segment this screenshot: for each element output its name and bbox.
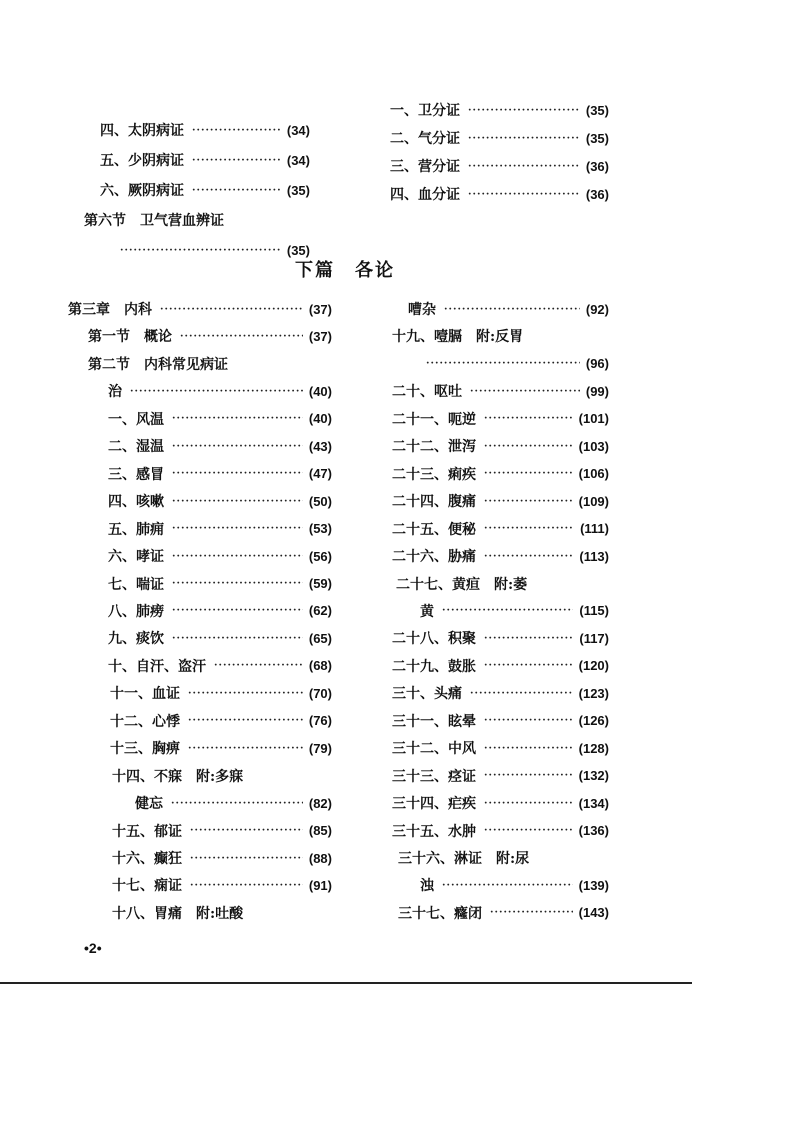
- toc-entry: [390, 127, 609, 149]
- toc-entry: [392, 682, 609, 704]
- entry-title: 十九、噎膈 附:反胃: [392, 329, 524, 346]
- dot-leader: [188, 688, 303, 699]
- entry-page: (96): [585, 356, 609, 372]
- entry-page: (88): [308, 850, 332, 866]
- toc-entry: [108, 573, 332, 595]
- toc-entry: [420, 874, 609, 896]
- dot-leader: [468, 105, 580, 116]
- entry-title: 五、少阴病证: [100, 153, 184, 169]
- toc-entry: [418, 353, 609, 375]
- entry-title: 二十二、泄泻: [392, 439, 476, 456]
- entry-title: 四、咳嗽: [108, 494, 164, 511]
- toc-entry: [392, 792, 609, 814]
- dot-leader: [484, 715, 573, 726]
- toc-entry: [392, 380, 609, 402]
- entry-title: 二、湿温: [108, 439, 164, 456]
- toc-entry: [112, 820, 332, 842]
- dot-leader: [172, 523, 303, 534]
- toc-entry: [398, 902, 609, 924]
- entry-title: 十八、胃痛 附:吐酸: [112, 905, 244, 922]
- entry-page: (143): [578, 905, 609, 921]
- toc-entry: [88, 353, 332, 375]
- entry-page: (106): [578, 466, 609, 482]
- entry-title: 三、营分证: [390, 159, 460, 175]
- entry-page: (36): [585, 186, 609, 202]
- toc-entry: [108, 518, 332, 540]
- toc-entry: [110, 737, 332, 759]
- entry-title: 二十六、胁痛: [392, 549, 476, 566]
- toc-entry: [88, 325, 332, 347]
- dot-leader: [188, 715, 303, 726]
- entry-page: (92): [585, 301, 609, 317]
- entry-title: 十七、痫证: [112, 878, 182, 895]
- dot-leader: [484, 770, 573, 781]
- entry-page: (101): [578, 411, 609, 427]
- toc-entry: [112, 902, 332, 924]
- entry-title: 九、痰饮: [108, 631, 164, 648]
- dot-leader: [484, 743, 573, 754]
- entry-title: 治: [108, 384, 122, 401]
- entry-page: (109): [578, 493, 609, 509]
- dot-leader: [172, 605, 303, 616]
- toc-entry: [108, 600, 332, 622]
- entry-title: 十五、郁证: [112, 823, 182, 840]
- dot-leader: [484, 798, 573, 809]
- entry-title: 第一节 概论: [88, 329, 172, 346]
- dot-leader: [442, 880, 573, 891]
- toc-entry: [108, 655, 332, 677]
- entry-title: 十三、胸痹: [110, 741, 180, 758]
- dot-leader: [214, 660, 303, 671]
- dot-leader: [172, 633, 303, 644]
- entry-page: (37): [308, 328, 332, 344]
- toc-entry: [108, 490, 332, 512]
- dot-leader: [172, 413, 303, 424]
- toc-entry: [390, 155, 609, 177]
- toc-entry: [392, 627, 609, 649]
- entry-page: (35): [286, 242, 310, 258]
- entry-title: 六、哮证: [108, 549, 164, 566]
- dot-leader: [188, 743, 303, 754]
- entry-title: 二十、呕吐: [392, 384, 462, 401]
- entry-page: (134): [578, 795, 609, 811]
- entry-title: 十一、血证: [110, 686, 180, 703]
- entry-page: (132): [578, 768, 609, 784]
- toc-entry: [392, 435, 609, 457]
- entry-title: 三十四、疟疾: [392, 796, 476, 813]
- dot-leader: [190, 853, 303, 864]
- toc-entry: [392, 765, 609, 787]
- entry-title: 三十、头痛: [392, 686, 462, 703]
- toc-entry: [112, 765, 332, 787]
- toc-entry: [100, 179, 310, 201]
- toc-entry: [110, 682, 332, 704]
- dot-leader: [172, 551, 303, 562]
- entry-title: 二十三、痢疾: [392, 466, 476, 483]
- entry-page: (56): [308, 548, 332, 564]
- entry-page: (136): [578, 823, 609, 839]
- entry-page: (120): [578, 658, 609, 674]
- dot-leader: [490, 907, 573, 918]
- entry-title: 二十九、鼓胀: [392, 658, 476, 675]
- dot-leader: [190, 825, 303, 836]
- entry-page: (139): [578, 877, 609, 893]
- toc-entry: [112, 874, 332, 896]
- entry-title: 八、肺痨: [108, 603, 164, 620]
- entry-page: (65): [308, 630, 332, 646]
- toc-entry: [135, 792, 332, 814]
- dot-leader: [444, 304, 580, 315]
- dot-leader: [130, 386, 303, 397]
- entry-page: (68): [308, 658, 332, 674]
- entry-title: 十、自汗、盗汗: [108, 658, 206, 675]
- toc-entry: [392, 518, 609, 540]
- entry-page: (103): [578, 438, 609, 454]
- entry-title: 五、肺痈: [108, 521, 164, 538]
- dot-leader: [172, 468, 303, 479]
- entry-title: 十六、癫狂: [112, 851, 182, 867]
- dot-leader: [484, 496, 573, 507]
- entry-page: (35): [585, 102, 609, 118]
- toc-entry: [392, 820, 609, 842]
- toc-entry: [398, 847, 609, 869]
- entry-page: (113): [579, 548, 609, 564]
- dot-leader: [172, 441, 303, 452]
- dot-leader: [190, 880, 303, 891]
- entry-title: 嘈杂: [408, 302, 436, 318]
- dot-leader: [468, 189, 580, 200]
- toc-entry: [390, 183, 609, 205]
- entry-title: 一、风温: [108, 411, 164, 428]
- toc-entry: [392, 325, 609, 347]
- entry-title: 六、厥阴病证: [100, 183, 184, 199]
- entry-page: (43): [308, 438, 332, 454]
- dot-leader: [172, 496, 303, 507]
- entry-title: 二十一、呃逆: [392, 411, 476, 428]
- entry-page: (111): [580, 521, 609, 537]
- entry-title: 第三章 内科: [68, 302, 152, 318]
- page-number: •2•: [84, 940, 102, 956]
- dot-leader: [172, 578, 303, 589]
- toc-entry: [108, 627, 332, 649]
- entry-page: (34): [286, 152, 310, 168]
- toc-entry: [392, 463, 609, 485]
- toc-entry: [392, 545, 609, 567]
- part-title: 下篇 各论: [295, 260, 395, 281]
- bottom-rule: [0, 982, 692, 984]
- entry-title: 三十七、癃闭: [398, 905, 482, 922]
- entry-page: (99): [585, 383, 609, 399]
- toc-entry: [390, 99, 609, 121]
- entry-page: (59): [308, 576, 332, 591]
- entry-title: 第六节 卫气营血辨证: [84, 213, 224, 229]
- entry-title: 四、太阴病证: [100, 123, 184, 139]
- dot-leader: [192, 185, 281, 196]
- entry-title: 七、喘证: [108, 576, 164, 593]
- entry-title: 二十八、积聚: [392, 631, 476, 648]
- toc-entry: [68, 298, 332, 320]
- entry-page: (50): [308, 493, 332, 509]
- toc-entry: [100, 119, 310, 141]
- dot-leader: [484, 523, 574, 534]
- entry-title: 三十三、痉证: [392, 768, 476, 785]
- dot-leader: [484, 633, 573, 644]
- entry-title: 三十六、淋证 附:尿: [398, 851, 530, 867]
- entry-page: (76): [308, 713, 332, 729]
- dot-leader: [484, 413, 573, 424]
- toc-entry: [110, 710, 332, 732]
- entry-page: (35): [585, 130, 609, 146]
- toc-entry: [392, 655, 609, 677]
- dot-leader: [484, 660, 573, 671]
- entry-title: 浊: [420, 878, 434, 895]
- entry-title: 三十二、中风: [392, 741, 476, 758]
- entry-title: 二十七、黄疸 附:萎: [396, 576, 528, 593]
- entry-title: 三、感冒: [108, 466, 164, 483]
- entry-title: 第二节 内科常见病证: [88, 356, 228, 373]
- dot-leader: [426, 358, 580, 369]
- toc-entry: [408, 298, 609, 320]
- toc-entry: [396, 573, 609, 595]
- entry-page: (117): [579, 630, 609, 646]
- entry-page: (115): [579, 603, 609, 619]
- entry-title: 十四、不寐 附:多寐: [112, 768, 244, 785]
- entry-title: 黄: [420, 603, 434, 620]
- entry-page: (123): [578, 685, 609, 701]
- toc-entry: [420, 600, 609, 622]
- entry-title: 三十一、眩晕: [392, 713, 476, 730]
- entry-page: (37): [308, 301, 332, 317]
- dot-leader: [484, 468, 573, 479]
- entry-title: 四、血分证: [390, 187, 460, 203]
- entry-page: (40): [308, 383, 332, 399]
- entry-title: 十二、心悸: [110, 713, 180, 730]
- dot-leader: [192, 125, 281, 136]
- toc-entry: [392, 710, 609, 732]
- dot-leader: [470, 688, 573, 699]
- dot-leader: [484, 551, 573, 562]
- entry-page: (36): [585, 158, 609, 174]
- dot-leader: [468, 133, 580, 144]
- toc-entry: [108, 463, 332, 485]
- entry-page: (85): [308, 823, 332, 839]
- toc-entry: [108, 435, 332, 457]
- entry-page: (62): [308, 603, 332, 619]
- entry-title: 健忘: [135, 796, 163, 813]
- dot-leader: [442, 605, 573, 616]
- entry-page: (53): [308, 521, 332, 537]
- entry-title: 二十五、便秘: [392, 521, 476, 538]
- entry-page: (70): [308, 685, 332, 701]
- dot-leader: [160, 304, 303, 315]
- entry-page: (128): [578, 740, 609, 756]
- toc-entry: [108, 408, 332, 430]
- entry-page: (47): [308, 466, 332, 482]
- toc-entry: [392, 737, 609, 759]
- dot-leader: [120, 245, 281, 256]
- toc-entry: [112, 847, 332, 869]
- entry-page: (126): [578, 713, 609, 729]
- entry-title: 一、卫分证: [390, 103, 460, 119]
- dot-leader: [468, 161, 580, 172]
- entry-title: 三十五、水肿: [392, 823, 476, 840]
- entry-page: (34): [286, 122, 310, 138]
- entry-title: 二、气分证: [390, 131, 460, 147]
- entry-page: (91): [308, 877, 332, 893]
- entry-page: (35): [286, 182, 310, 198]
- entry-page: (79): [308, 740, 332, 756]
- dot-leader: [484, 441, 573, 452]
- toc-entry: [392, 490, 609, 512]
- toc-entry: [84, 209, 310, 231]
- dot-leader: [470, 386, 580, 397]
- toc-entry: [100, 149, 310, 171]
- entry-page: (40): [308, 411, 332, 427]
- dot-leader: [192, 155, 281, 166]
- dot-leader: [171, 798, 303, 809]
- dot-leader: [484, 825, 573, 836]
- toc-entry: [392, 408, 609, 430]
- toc-entry: [108, 380, 332, 402]
- entry-page: (82): [308, 795, 332, 811]
- dot-leader: [180, 331, 303, 342]
- entry-title: 二十四、腹痛: [392, 494, 476, 511]
- toc-entry: [108, 545, 332, 567]
